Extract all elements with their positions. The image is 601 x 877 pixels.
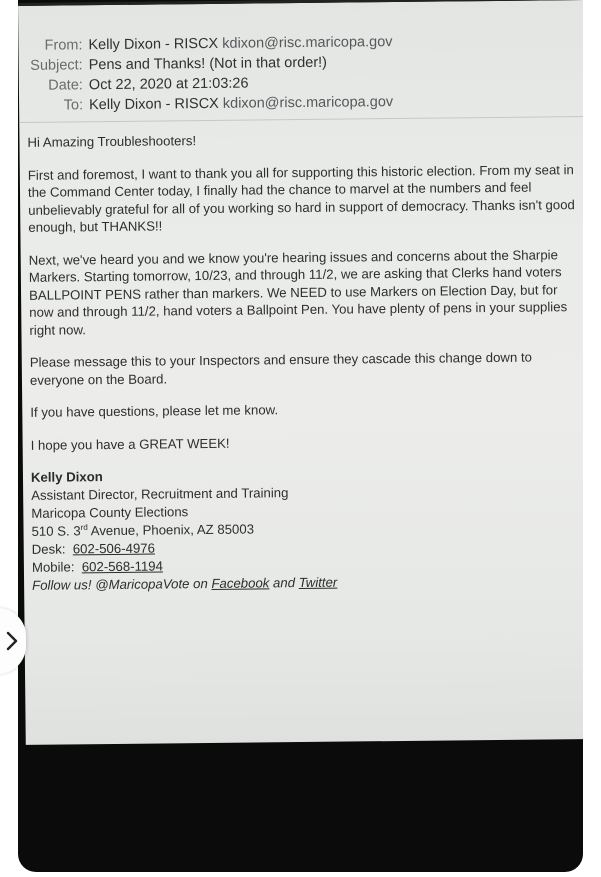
paragraph-great-week: I hope you have a GREAT WEEK! xyxy=(30,435,230,453)
paragraph-inspectors: Please message this to your Inspectors and ensure they cascade this change down to everyone on the Board. xyxy=(29,349,532,388)
date-value: Oct 22, 2020 at 21:03:26 xyxy=(88,75,249,94)
subject-value: Pens and Thanks! (Not in that order!) xyxy=(88,54,328,74)
to-row xyxy=(19,90,559,116)
signature-follow: Follow us! @MaricopaVote on Facebook and Twitter xyxy=(32,574,338,593)
header-divider xyxy=(19,116,583,123)
chevron-left-icon xyxy=(5,630,19,652)
paragraph-pens: Next, we've heard you and we know you're hearing issues and concerns about the Sharpie Markers. Starting tomorrow, 10/23, and through 11/2, we are asking that Clerks hand voters BALLPOINT PENS rather than markers. We NEED to use Markers on Election Day, but for now and through 11/2, hand voters a Ballpoint Pen. You have plenty of pens in your supplies right now. xyxy=(28,246,568,338)
twitter-link[interactable]: Twitter xyxy=(298,574,338,591)
to-email: kdixon@risc.maricopa.gov xyxy=(222,94,394,112)
paragraph-thanks: First and foremost, I want to thank you all for supporting this historic election. From my seat in the Command Center today, I finally had the chance to marvel at the numbers and feel unbelievably grateful for all of you working so hard in support of democracy. Thanks isn't good enough, but THANKS!! xyxy=(27,161,575,235)
from-label: From: xyxy=(44,37,83,54)
greeting: Hi Amazing Troubleshooters! xyxy=(27,133,197,150)
signature-title: Assistant Director, Recruitment and Training xyxy=(31,485,289,503)
signature-address: 510 S. 3rd Avenue, Phoenix, AZ 85003 xyxy=(31,521,255,539)
signature-desk: Desk: 602-506-4976 xyxy=(31,540,155,557)
to-label: To: xyxy=(63,97,84,114)
date-label: Date: xyxy=(48,77,83,94)
signature-org: Maricopa County Elections xyxy=(31,504,189,521)
signature-name: Kelly Dixon xyxy=(30,469,103,485)
facebook-link[interactable]: Facebook xyxy=(211,575,270,591)
photo-viewer xyxy=(18,0,583,872)
signature-mobile: Mobile: 602-568-1194 xyxy=(31,558,163,575)
printed-email xyxy=(18,0,583,745)
from-email: kdixon@risc.maricopa.gov xyxy=(222,34,393,52)
email-header xyxy=(18,30,559,116)
paragraph-questions: If you have questions, please let me know. xyxy=(30,402,279,420)
mobile-phone-link[interactable]: 602-568-1194 xyxy=(81,558,163,575)
subject-label: Subject: xyxy=(30,57,83,74)
email-body xyxy=(27,128,583,595)
from-name: Kelly Dixon - RISCX xyxy=(88,35,219,54)
signature-block xyxy=(31,463,583,595)
desk-phone-link[interactable]: 602-506-4976 xyxy=(72,540,155,557)
to-name: Kelly Dixon - RISCX xyxy=(89,95,219,114)
